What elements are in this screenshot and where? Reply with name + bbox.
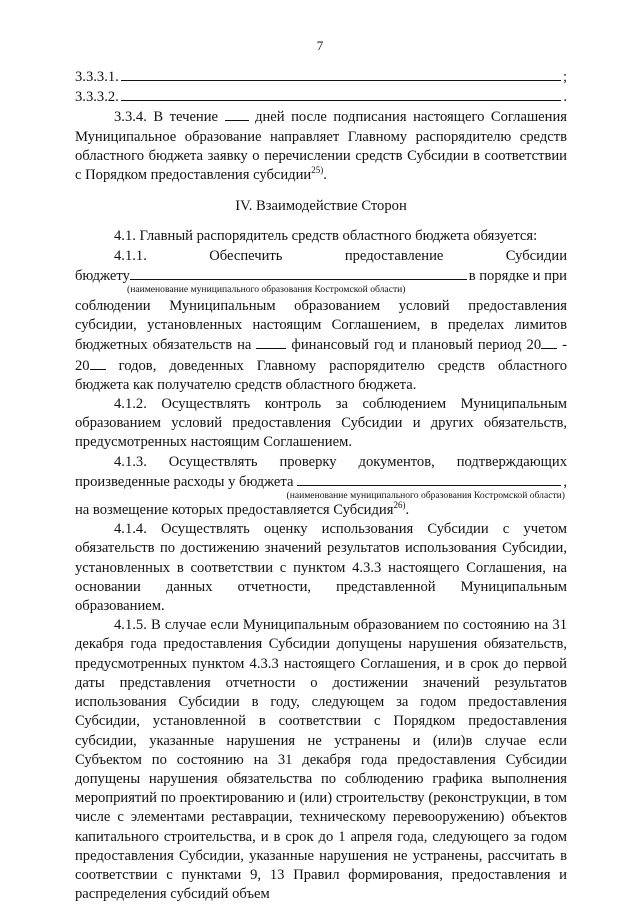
text: - 20: [75, 337, 567, 374]
paragraph-4-1: 4.1. Главный распорядитель средств областного бюджета обязуется:: [114, 228, 538, 245]
paragraph-4-1-2: 4.1.2. Осуществлять контроль за соблюдением Муниципальным образованием условий предоставления Субсидии и других обязательств, предусмотренных настоящим Соглашением.: [75, 396, 567, 451]
text: Субсидии: [505, 247, 567, 264]
section-heading: IV. Взаимодействие Сторон: [235, 198, 407, 215]
item-label: 3.3.3.2.: [75, 89, 119, 106]
footnote-ref: 26): [393, 500, 406, 511]
blank-field: [90, 356, 106, 370]
paragraph-4-1-3-line2: [75, 472, 567, 492]
text: годов, доведенных Главному распорядителю средств областного бюджета как получателю средств областного бюджета.: [75, 357, 567, 393]
text: ,: [563, 473, 567, 490]
paragraph-4-1-3-line1: [75, 453, 567, 472]
paragraph-4-1-1-rest: [75, 297, 567, 395]
text: 4.1.3.: [114, 453, 147, 470]
text: 4.1.1.: [114, 247, 147, 264]
paragraph-4-1-5: 4.1.5. В случае если Муниципальным образованием по состоянию на 31 декабря года предоставления Субсидии допущены нарушения обязательств, предусмотренных пунктом 4.3.3 настоящего Соглашения, и в срок до первой даты представления отчетности о достижении значений результатов использования Субсидии в году, следующем за годом предоставления Субсидии, установленной в соответствии с Порядком предоставления субсидии, указанные нарушения не устранены и (или)в случае если Субъектом по состоянию на 31 декабря года предоставления Субсидии допущены нарушения обязательства по соблюдению графика выполнения мероприятий по проектированию и (или) строительству (реконструкции, в том числе с элементами реставрации, техническому перевооружению) объектов капитального строительства, и в срок до 1 апреля года, следующего за годом предоставления Субсидии, указанные нарушения не устранены, рассчитать в соответствии с пунктами 9, 13 Правил формирования, предоставления и распределения субсидий объем: [75, 617, 567, 903]
text: 3.3.4. В течение: [114, 109, 225, 126]
text: в порядке и при: [468, 267, 567, 284]
footnote-ref: 25): [311, 165, 324, 176]
field-caption: (наименование муниципального образования Костромской области): [286, 490, 565, 502]
text: на возмещение которых предоставляется Субсидия: [75, 502, 394, 519]
text: дней после подписания настоящего Соглашения Муниципальное образование направляет Главному распорядителю средств областного бюджета заявку о перечислении средств Субсидии в соответствии с Порядком предоставления субсидии: [75, 109, 567, 184]
paragraph-4-1-4: 4.1.4. Осуществлять оценку использования Субсидии с учетом обязательств по достижению значений результатов использования Субсидии, установленных в соответствии с пунктом 4.3.3 настоящего Соглашения, на основании данных отчетности, представленной Муниципальным образованием.: [75, 521, 567, 615]
field-caption: (наименование муниципального образования Костромской области): [127, 284, 406, 296]
blank-field: [121, 67, 561, 81]
text: бюджету: [75, 267, 130, 284]
text: соблюдении Муниципальным образованием условий предоставления субсидии, установленных настоящим Соглашением, в пределах лимитов бюджетных обязательств на: [75, 298, 567, 354]
blank-field: [297, 472, 561, 486]
text: .: [323, 167, 327, 184]
item-3-3-3-2: [75, 87, 567, 107]
blank-field: [130, 266, 467, 280]
text: проверку: [279, 453, 337, 470]
text: Обеспечить: [209, 247, 283, 264]
item-end: ;: [562, 69, 567, 85]
text: произведенные расходы у бюджета: [75, 473, 298, 490]
blank-field: [541, 335, 557, 349]
text: документов,: [358, 453, 435, 470]
blank-field: [256, 335, 286, 349]
paragraph-4-1-1-line1: [75, 247, 567, 266]
text: предоставление: [344, 247, 444, 264]
text: Осуществлять: [168, 453, 258, 470]
document-body: [75, 67, 567, 904]
blank-field: [225, 107, 249, 121]
paragraph-3-3-4: [75, 107, 567, 185]
page-number: 7: [316, 38, 324, 53]
text: финансовый год и плановый период 20: [286, 337, 542, 354]
item-end: .: [563, 89, 567, 106]
blank-field: [121, 87, 562, 101]
paragraph-4-1-1-line2: [75, 266, 567, 286]
paragraph-4-1-3-line3: [75, 501, 567, 520]
item-3-3-3-1: [75, 67, 567, 87]
text: .: [405, 502, 410, 519]
item-label: 3.3.3.1.: [75, 69, 119, 85]
text: подтверждающих: [456, 453, 567, 470]
